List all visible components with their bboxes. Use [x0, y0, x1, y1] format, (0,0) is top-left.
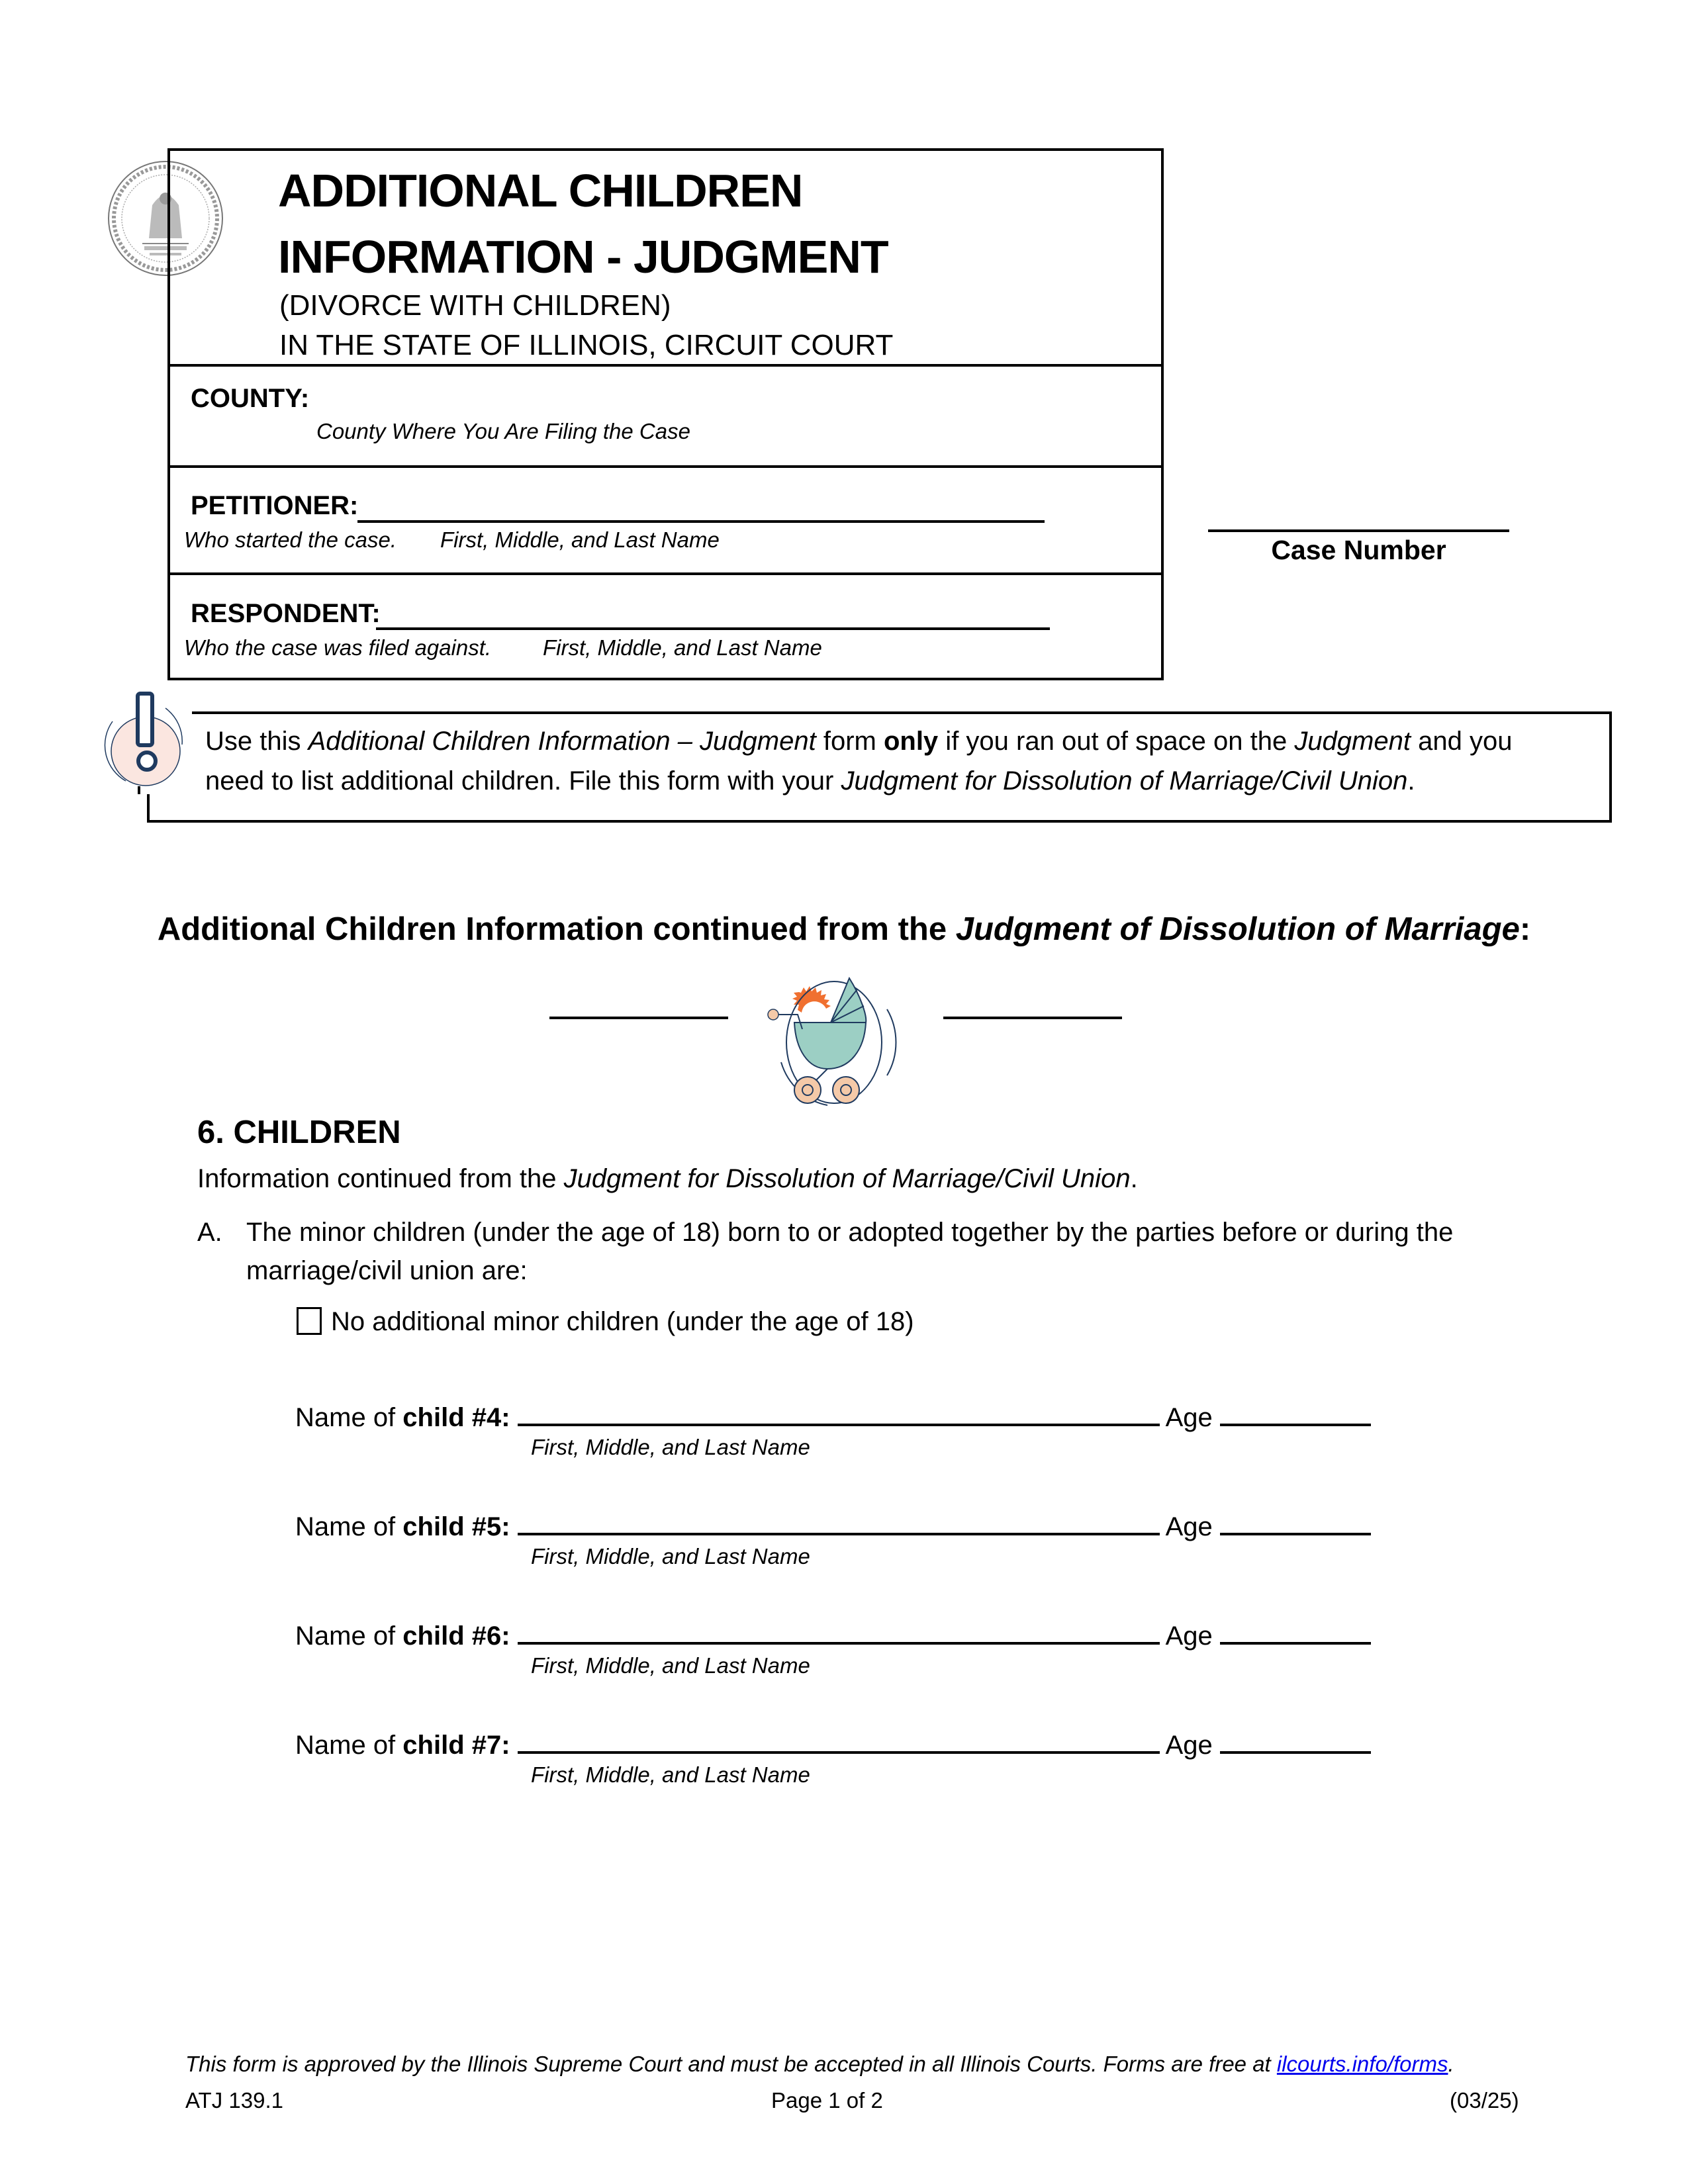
child-name-hint: First, Middle, and Last Name [531, 1762, 810, 1787]
respondent-hint-name: First, Middle, and Last Name [543, 635, 822, 660]
item-a-text: The minor children (under the age of 18) born to or adopted together by the parties before or during the marriage/civil union are: [246, 1218, 1454, 1285]
county-label: COUNTY: [191, 384, 310, 413]
page-number: Page 1 of 2 [771, 2088, 883, 2113]
children-heading: 6. CHILDREN [197, 1115, 401, 1150]
child-age-field[interactable] [1220, 1398, 1371, 1426]
exclamation-icon [99, 682, 192, 794]
child-name-field[interactable] [518, 1508, 1160, 1535]
child-name-field[interactable] [518, 1398, 1160, 1426]
notice-text [205, 721, 1595, 801]
case-number-line [1208, 529, 1509, 532]
item-a-marker: A. [197, 1218, 222, 1247]
child-row: Name of child #4: Age [295, 1398, 1371, 1433]
child-name-hint: First, Middle, and Last Name [531, 1435, 810, 1459]
county-hint: County Where You Are Filing the Case [316, 419, 690, 443]
child-row: Name of child #7: Age [295, 1726, 1371, 1760]
no-additional-children-label: No additional minor children (under the age of 18) [331, 1307, 914, 1336]
child-row: Name of child #5: Age [295, 1508, 1371, 1542]
form-title [278, 158, 888, 290]
footer-note: This form is approved by the Illinois Supreme Court and must be accepted in all Illinois Courts. Forms are free at ilcourts.info/forms. [185, 2052, 1454, 2076]
child-name-field[interactable] [518, 1617, 1160, 1645]
form-subtitle [279, 286, 893, 365]
baby-stroller-icon [761, 970, 907, 1109]
child-age-field[interactable] [1220, 1508, 1371, 1535]
children-info: Information continued from the Judgment for Dissolution of Marriage/Civil Union. [197, 1164, 1138, 1193]
child-row: Name of child #6: Age [295, 1617, 1371, 1651]
title-line-1: ADDITIONAL CHILDREN [278, 165, 803, 216]
child-name-field[interactable] [518, 1726, 1160, 1754]
respondent-field[interactable] [376, 596, 1050, 630]
divider [170, 572, 1161, 575]
case-number-field[interactable] [1208, 496, 1509, 529]
subtitle-line-1: (DIVORCE WITH CHILDREN) [279, 289, 671, 322]
forms-link[interactable]: ilcourts.info/forms [1276, 2052, 1448, 2076]
divider-right [943, 1017, 1122, 1019]
section-heading: Additional Children Information continued from the Judgment of Dissolution of Marriage: [157, 911, 1531, 947]
no-additional-children-checkbox[interactable] [297, 1307, 322, 1335]
child-name-hint: First, Middle, and Last Name [531, 1544, 810, 1569]
child-age-field[interactable] [1220, 1726, 1371, 1754]
county-field[interactable] [344, 381, 1125, 414]
respondent-hint-role: Who the case was filed against. [184, 635, 492, 660]
notice-line-1: Use this Additional Children Information – Judgment form only if you ran out of space on the Judgment and you [205, 727, 1513, 756]
petitioner-field[interactable] [357, 488, 1045, 523]
form-id: ATJ 139.1 [185, 2088, 283, 2113]
respondent-label: RESPONDENT: [191, 599, 381, 628]
petitioner-label: PETITIONER: [191, 491, 359, 520]
child-name-hint: First, Middle, and Last Name [531, 1653, 810, 1678]
subtitle-line-2: IN THE STATE OF ILLINOIS, CIRCUIT COURT [279, 329, 894, 361]
petitioner-hint-role: Who started the case. [184, 527, 397, 552]
case-number-label: Case Number [1271, 535, 1446, 565]
petitioner-hint-name: First, Middle, and Last Name [440, 527, 720, 552]
form-version: (03/25) [1450, 2088, 1519, 2113]
child-age-field[interactable] [1220, 1617, 1371, 1645]
notice-line-2: need to list additional children. File this form with your Judgment for Dissolution of Marriage/Civil Union. [205, 766, 1415, 796]
divider-left [549, 1017, 728, 1019]
divider [170, 465, 1161, 468]
title-line-2: INFORMATION - JUDGMENT [278, 231, 888, 283]
